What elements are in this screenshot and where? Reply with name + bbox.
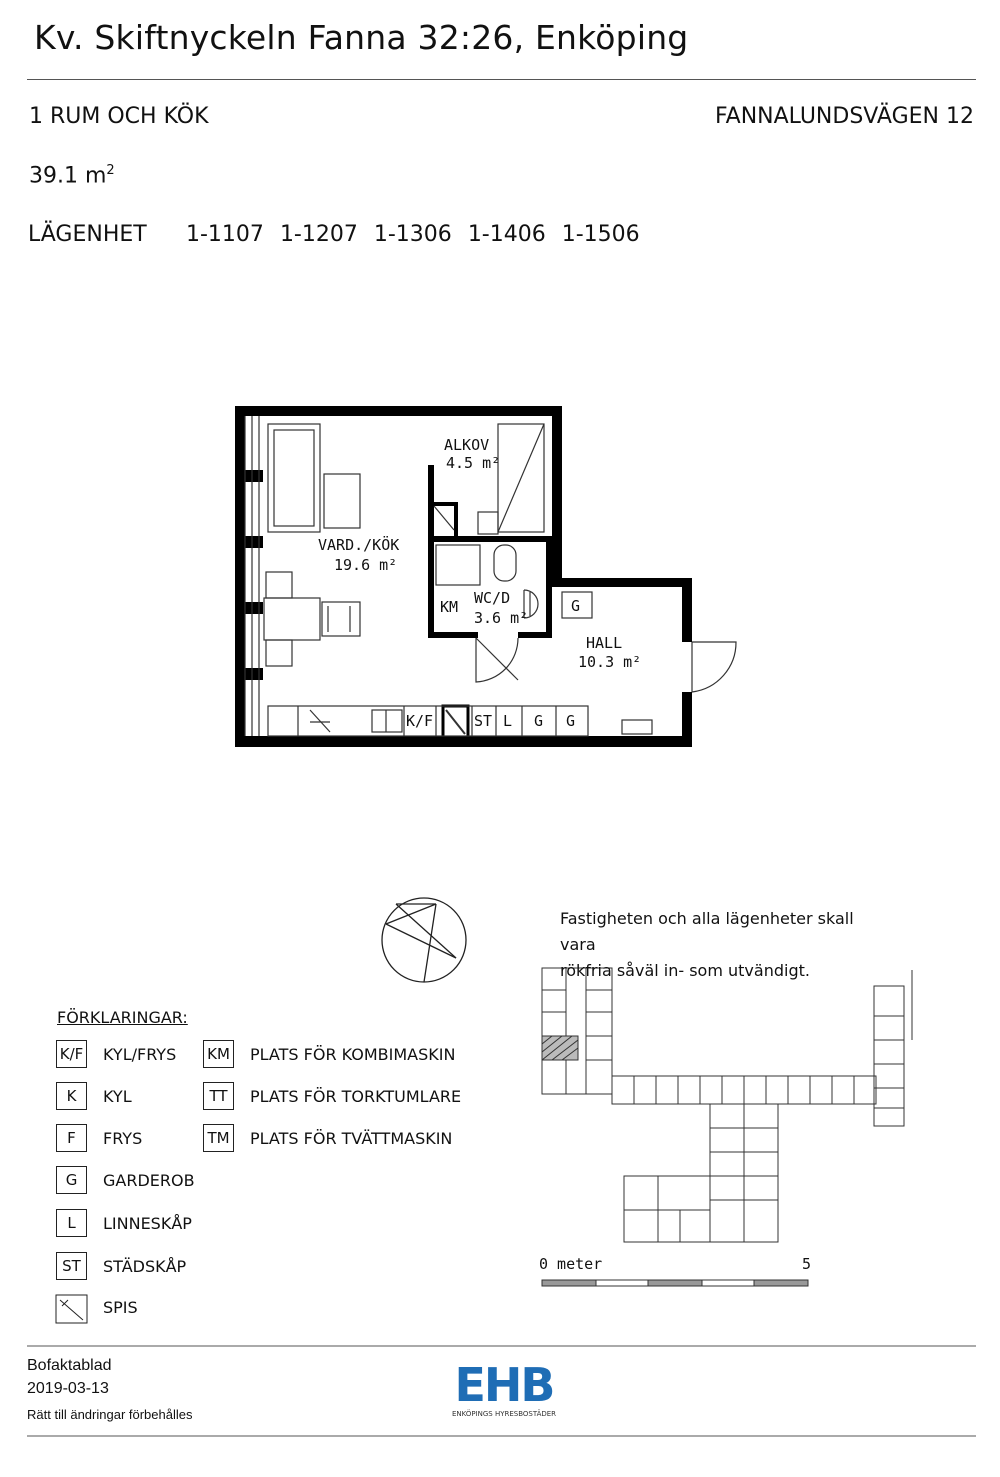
apartment-type: 1 RUM OCH KÖK: [29, 104, 209, 129]
unit-number: 1-1506: [561, 222, 640, 247]
notice-line: Fastigheten och alla lägenheter skall vara: [560, 909, 854, 954]
units-label: LÄGENHET: [28, 222, 147, 247]
highlighted-unit: [542, 1036, 578, 1060]
unit-number: 1-1406: [467, 222, 546, 247]
legend-item: [56, 1166, 195, 1194]
room-name-vard: VARD./KÖK: [318, 536, 400, 554]
doc-type: Bofaktablad: [27, 1357, 112, 1374]
room-area-vard: 19.6 m²: [334, 556, 398, 574]
legend-item: [203, 1040, 455, 1068]
area-value: 39.1 m: [29, 163, 107, 189]
legend-text: PLATS FÖR KOMBIMASKIN: [250, 1044, 456, 1064]
building-key-plan: [542, 968, 912, 1242]
legend-text: SPIS: [103, 1298, 138, 1317]
logo-text: EHB: [454, 1358, 554, 1412]
room-area-hall: 10.3 m²: [578, 653, 642, 671]
room-name-alkov: ALKOV: [444, 436, 490, 454]
spis-legend-icon: [56, 1295, 87, 1323]
logo-subtitle: ENKÖPINGS HYRESBOSTÄDER: [451, 1410, 557, 1418]
legend-text: LINNESKÅP: [103, 1213, 192, 1233]
notice-line: rökfria såväl in- som utvändigt.: [560, 961, 810, 980]
ehb-logo: [436, 1358, 572, 1418]
label-g-hall: G: [571, 597, 581, 615]
compass-icon: [382, 898, 466, 982]
smoke-free-notice: [560, 906, 890, 984]
scale-end-label: 5: [802, 1255, 812, 1273]
legend-text: GARDEROB: [103, 1170, 195, 1190]
legend-text: PLATS FÖR TVÄTTMASKIN: [250, 1128, 453, 1148]
scale-start-label: 0 meter: [539, 1255, 603, 1273]
unit-number: 1-1107: [186, 222, 264, 247]
page-title: Kv. Skiftnyckeln Fanna 32:26, Enköping: [34, 18, 689, 57]
legend-code: ST: [56, 1252, 87, 1280]
legend-item: [56, 1082, 132, 1110]
legend-code: TM: [203, 1124, 234, 1152]
legend-item: [203, 1082, 461, 1110]
legend-heading: FÖRKLARINGAR:: [57, 1008, 188, 1027]
legend-item: [56, 1252, 186, 1280]
disclaimer: Rätt till ändringar förbehålles: [27, 1407, 193, 1422]
legend-text: STÄDSKÅP: [103, 1256, 187, 1276]
legend-code: L: [56, 1209, 87, 1237]
unit-number: 1-1207: [279, 222, 358, 247]
legend-text: KYL/FRYS: [103, 1044, 177, 1064]
room-area-wc: 3.6 m²: [474, 609, 529, 627]
label-g1: G: [534, 712, 544, 730]
legend-code: KM: [203, 1040, 234, 1068]
legend-item: [56, 1124, 142, 1152]
legend-item: [56, 1209, 192, 1237]
doc-date: 2019-03-13: [27, 1380, 109, 1397]
address: FANNALUNDSVÄGEN 12: [715, 104, 974, 129]
room-name-wc: WC/D: [474, 589, 511, 607]
label-l: L: [503, 712, 513, 730]
room-area-alkov: 4.5 m²: [446, 454, 501, 472]
scale-bar: [542, 1280, 808, 1286]
area-unit-sup: 2: [106, 163, 115, 178]
label-st: ST: [474, 712, 493, 730]
legend-item: [103, 1298, 138, 1317]
room-name-hall: HALL: [586, 634, 623, 652]
legend-code: TT: [203, 1082, 234, 1110]
legend-code: F: [56, 1124, 87, 1152]
legend-item: [56, 1040, 176, 1068]
label-kf: K/F: [406, 712, 434, 730]
legend-text: FRYS: [103, 1128, 143, 1148]
legend-code: G: [56, 1166, 87, 1194]
legend-code: K: [56, 1082, 87, 1110]
legend-text: PLATS FÖR TORKTUMLARE: [250, 1086, 462, 1106]
legend-text: KYL: [103, 1086, 132, 1106]
legend-code: K/F: [56, 1040, 87, 1068]
legend-item: [203, 1124, 452, 1152]
label-g2: G: [566, 712, 576, 730]
label-km: KM: [440, 598, 459, 616]
unit-number: 1-1306: [373, 222, 452, 247]
